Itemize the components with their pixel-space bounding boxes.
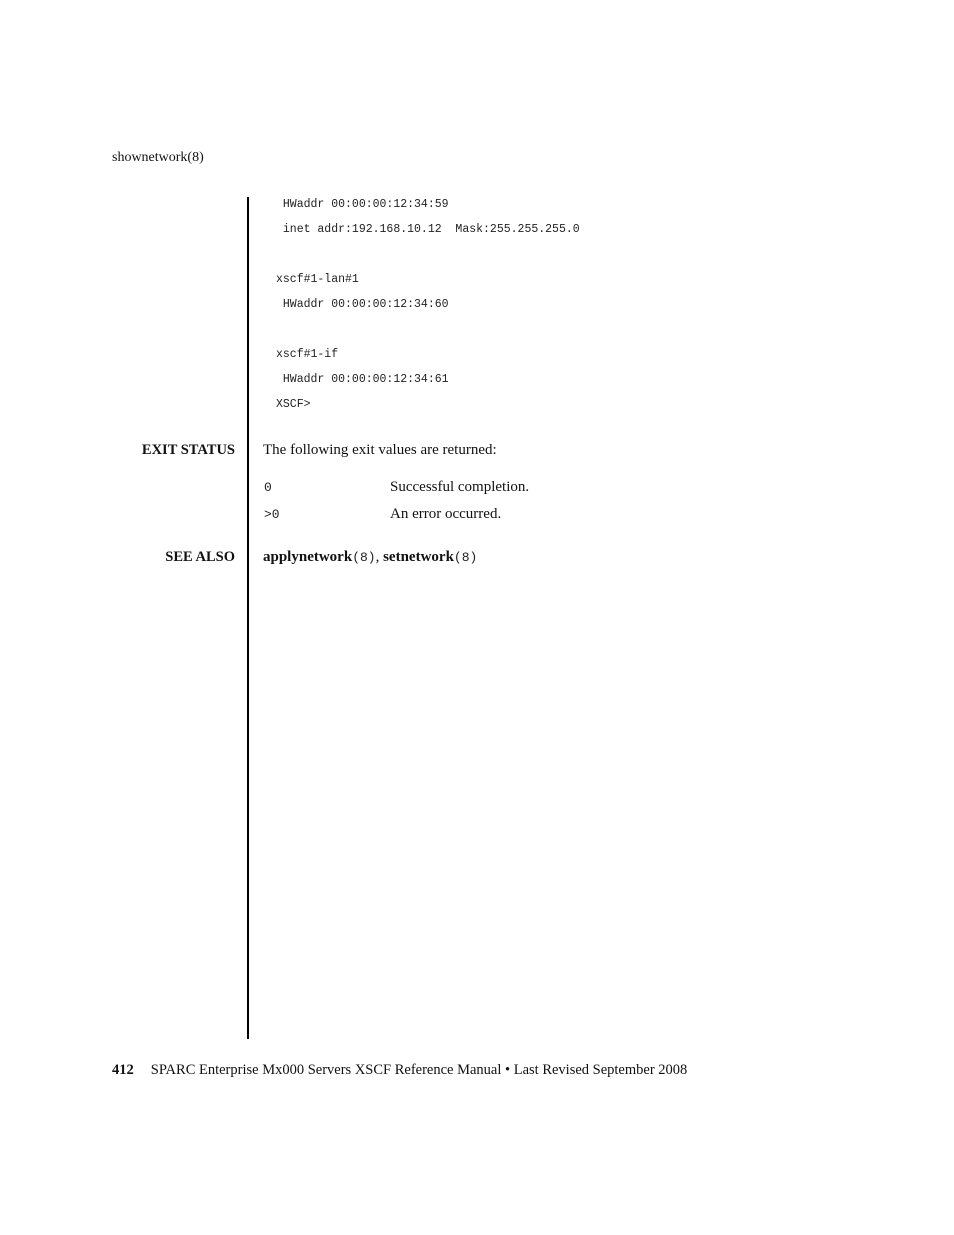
see-also-heading: SEE ALSO — [165, 549, 235, 565]
ref-separator: , — [375, 549, 384, 565]
ref-applynetwork-name: applynetwork — [263, 549, 353, 565]
exit-status-intro: The following exit values are returned: — [263, 442, 497, 458]
ref-setnetwork-section: (8) — [453, 550, 478, 565]
exit-value-code: >0 — [264, 507, 280, 522]
page-footer — [112, 1061, 687, 1079]
running-head: shownetwork(8) — [112, 150, 204, 165]
code-line: xscf#1-if — [276, 348, 339, 361]
code-line: HWaddr 00:00:00:12:34:59 — [276, 198, 449, 211]
code-line: XSCF> — [276, 398, 311, 411]
exit-status-heading: EXIT STATUS — [141, 442, 235, 458]
ref-setnetwork-name: setnetwork — [383, 549, 454, 565]
code-line: HWaddr 00:00:00:12:34:60 — [276, 298, 449, 311]
exit-value-code: 0 — [264, 480, 272, 495]
page-number: 412 — [112, 1062, 134, 1078]
exit-value-description: An error occurred. — [390, 506, 502, 522]
code-line: inet addr:192.168.10.12 Mask:255.255.255.0 — [276, 223, 580, 236]
footer-title: SPARC Enterprise Mx000 Servers XSCF Reference Manual • Last Revised September 2008 — [150, 1062, 688, 1078]
see-also-refs — [263, 548, 477, 567]
code-line: HWaddr 00:00:00:12:34:61 — [276, 373, 449, 386]
margin-rule — [247, 197, 249, 1039]
code-line: xscf#1-lan#1 — [276, 273, 359, 286]
exit-value-description: Successful completion. — [390, 479, 530, 495]
ref-applynetwork-section: (8) — [352, 550, 376, 565]
